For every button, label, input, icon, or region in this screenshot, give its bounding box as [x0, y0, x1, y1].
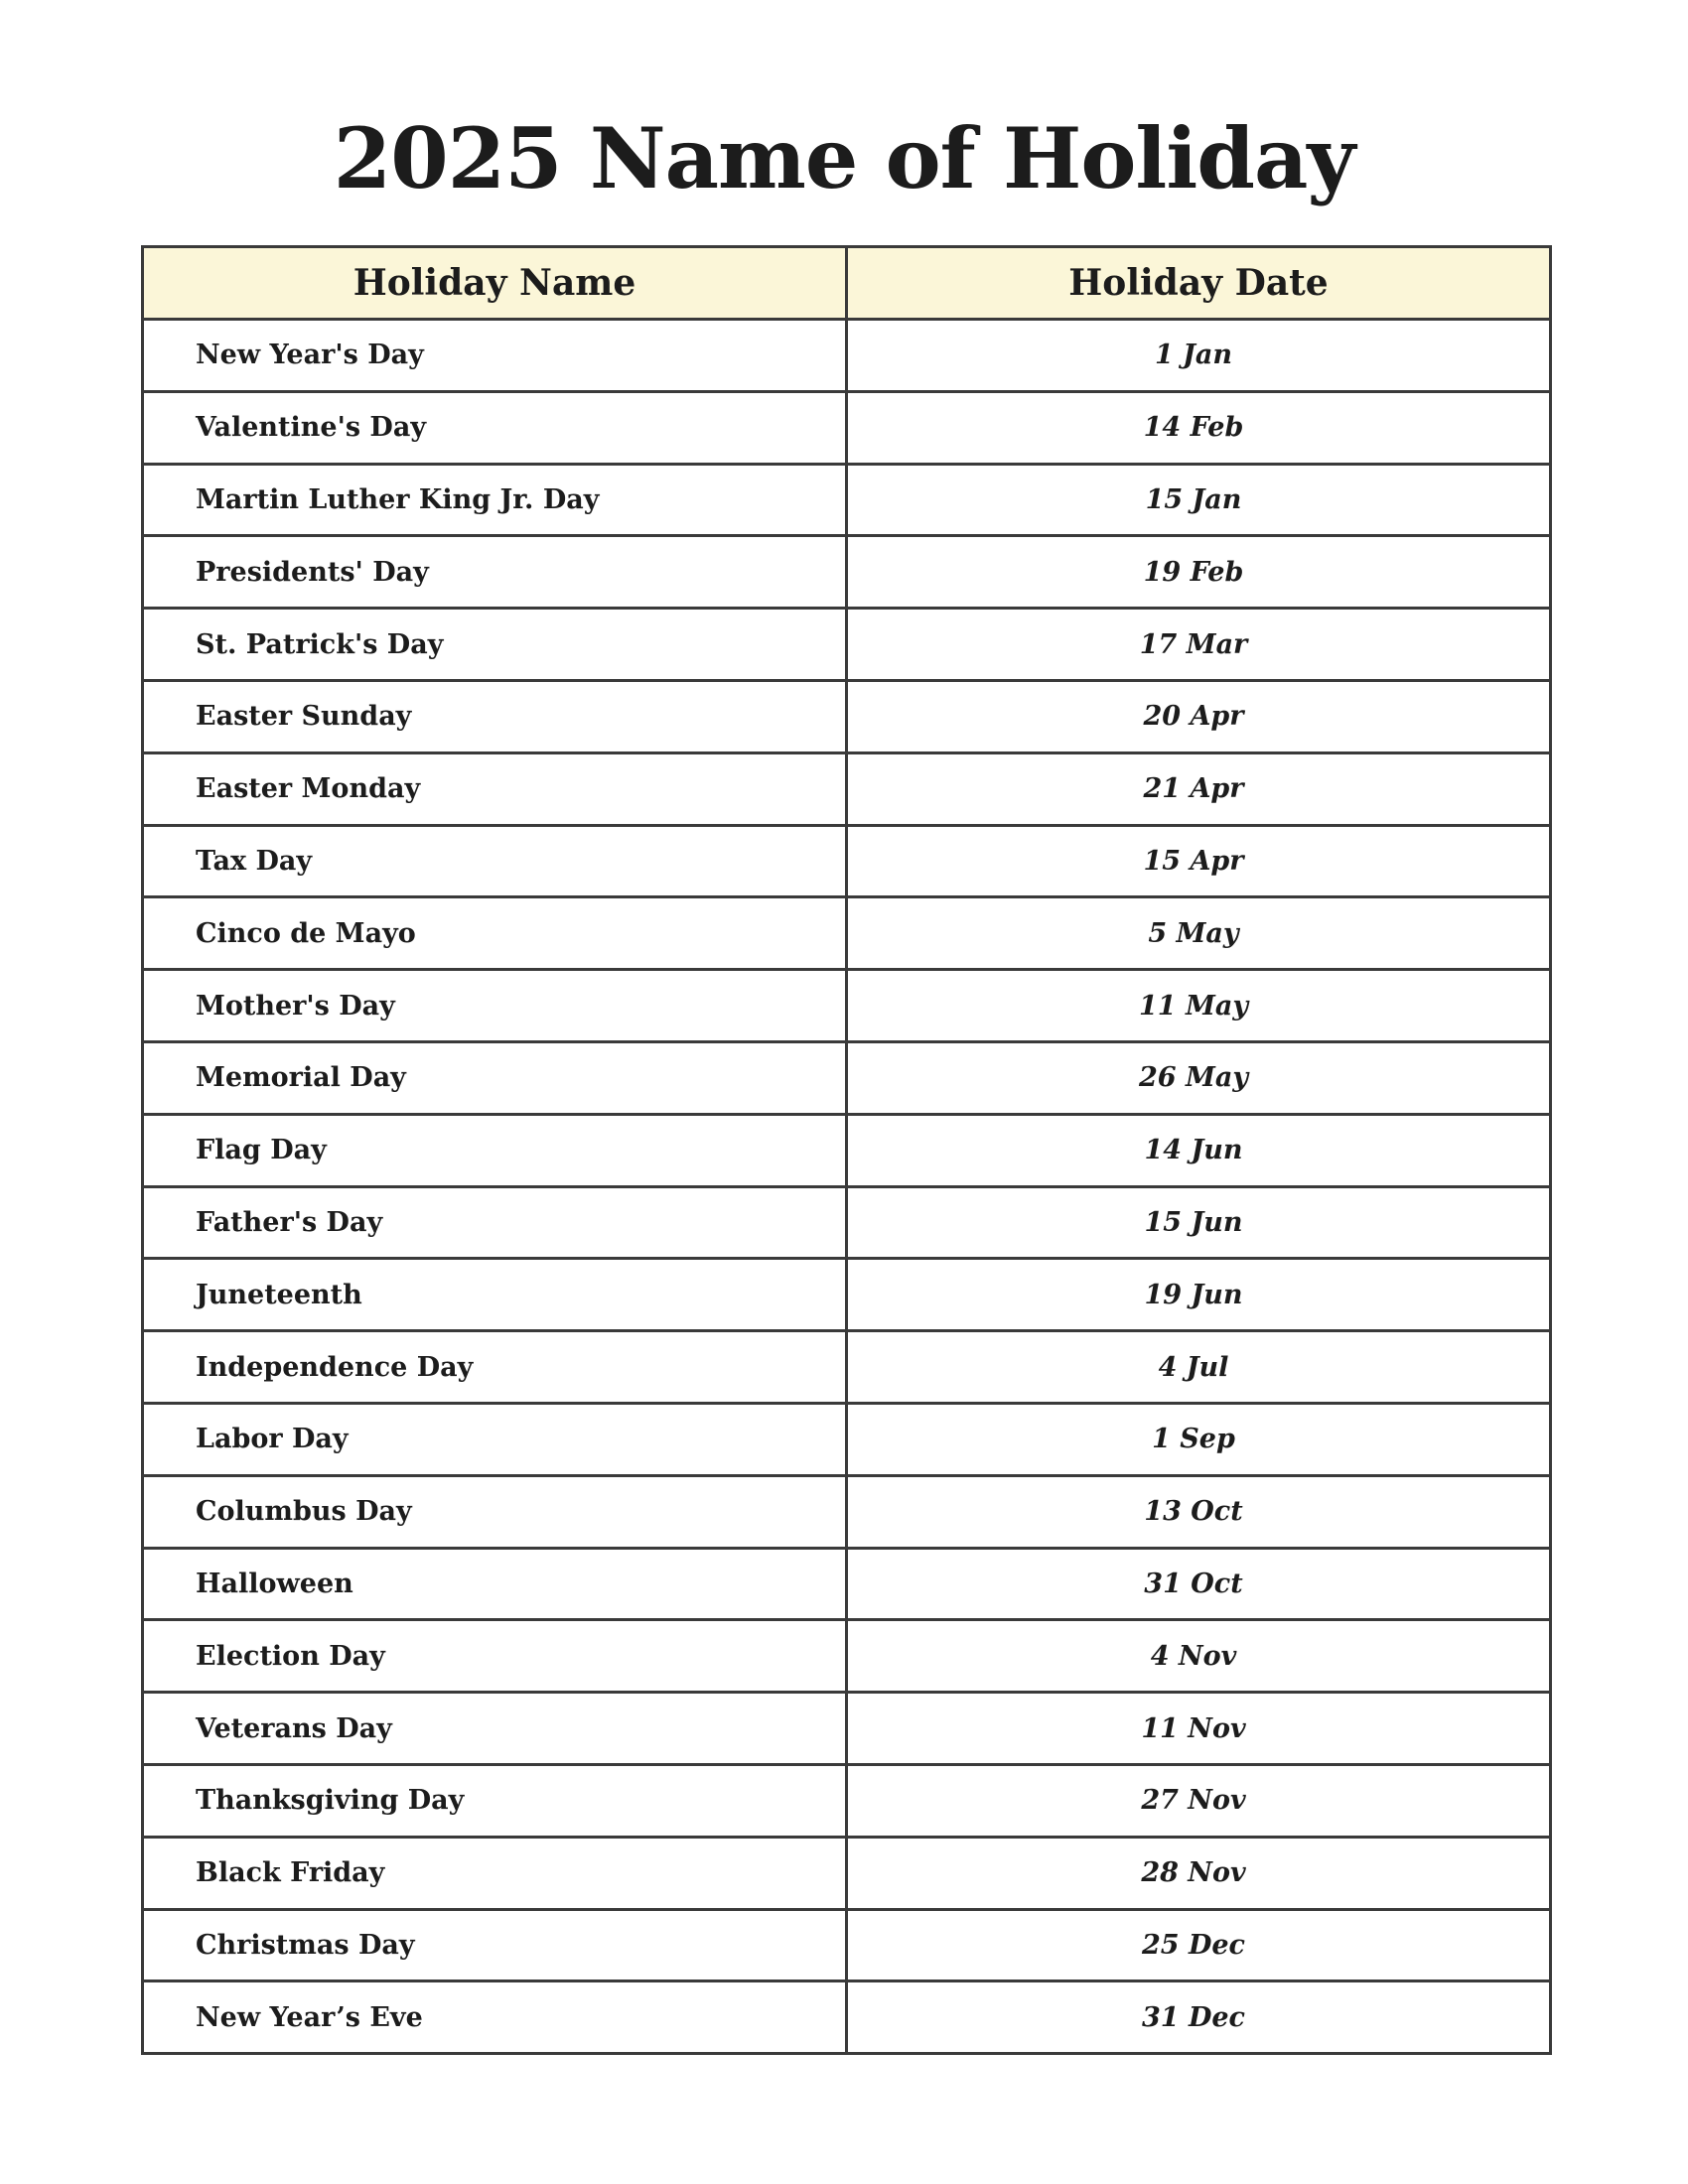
holiday-name-cell: Mother's Day — [143, 970, 847, 1042]
holiday-name-cell: Tax Day — [143, 825, 847, 897]
holiday-name-cell: Cinco de Mayo — [143, 897, 847, 970]
table-row — [143, 320, 1551, 392]
holiday-date-cell: 15 Jun — [847, 1186, 1551, 1259]
holiday-name-cell: Juneteenth — [143, 1259, 847, 1331]
column-header-holiday-date: Holiday Date — [847, 247, 1551, 320]
holiday-date-cell: 5 May — [847, 897, 1551, 970]
table-row — [143, 609, 1551, 681]
holiday-name-cell: Columbus Day — [143, 1475, 847, 1548]
holiday-date-cell: 20 Apr — [847, 680, 1551, 752]
holiday-name-cell: Halloween — [143, 1548, 847, 1620]
holiday-date-cell: 15 Jan — [847, 464, 1551, 536]
holiday-date-cell: 1 Sep — [847, 1403, 1551, 1475]
holiday-name-cell: Memorial Day — [143, 1041, 847, 1114]
table-row — [143, 1331, 1551, 1404]
holiday-date-cell: 14 Jun — [847, 1114, 1551, 1186]
holiday-date-cell: 27 Nov — [847, 1764, 1551, 1837]
table-row — [143, 1548, 1551, 1620]
table-row — [143, 680, 1551, 752]
holiday-date-cell: 11 May — [847, 970, 1551, 1042]
table-row — [143, 1693, 1551, 1765]
table-row — [143, 391, 1551, 464]
table-row — [143, 1981, 1551, 2054]
page-title: 2025 Name of Holiday — [333, 109, 1355, 207]
holiday-name-cell: Black Friday — [143, 1837, 847, 1909]
holiday-name-cell: Easter Monday — [143, 752, 847, 825]
table-row — [143, 825, 1551, 897]
table-row — [143, 1403, 1551, 1475]
holiday-name-cell: Election Day — [143, 1620, 847, 1693]
table-row — [143, 1909, 1551, 1981]
holiday-name-cell: Valentine's Day — [143, 391, 847, 464]
holiday-name-cell: Father's Day — [143, 1186, 847, 1259]
holiday-name-cell: Easter Sunday — [143, 680, 847, 752]
table-row — [143, 897, 1551, 970]
holiday-date-cell: 15 Apr — [847, 825, 1551, 897]
holiday-table — [141, 245, 1552, 2055]
table-row — [143, 1837, 1551, 1909]
holiday-name-cell: Flag Day — [143, 1114, 847, 1186]
holiday-date-cell: 28 Nov — [847, 1837, 1551, 1909]
holiday-date-cell: 19 Jun — [847, 1259, 1551, 1331]
holiday-date-cell: 14 Feb — [847, 391, 1551, 464]
table-body — [143, 320, 1551, 2054]
holiday-date-cell: 25 Dec — [847, 1909, 1551, 1981]
holiday-date-cell: 13 Oct — [847, 1475, 1551, 1548]
holiday-name-cell: New Year's Day — [143, 320, 847, 392]
holiday-name-cell: Labor Day — [143, 1403, 847, 1475]
holiday-name-cell: Christmas Day — [143, 1909, 847, 1981]
holiday-date-cell: 4 Jul — [847, 1331, 1551, 1404]
holiday-name-cell: St. Patrick's Day — [143, 609, 847, 681]
holiday-date-cell: 21 Apr — [847, 752, 1551, 825]
table-row — [143, 1259, 1551, 1331]
table-row — [143, 1114, 1551, 1186]
holiday-name-cell: New Year’s Eve — [143, 1981, 847, 2054]
table-row — [143, 1764, 1551, 1837]
holiday-name-cell: Martin Luther King Jr. Day — [143, 464, 847, 536]
table-row — [143, 970, 1551, 1042]
holiday-date-cell: 31 Dec — [847, 1981, 1551, 2054]
table-row — [143, 536, 1551, 609]
holiday-date-cell: 17 Mar — [847, 609, 1551, 681]
holiday-name-cell: Veterans Day — [143, 1693, 847, 1765]
table-row — [143, 1186, 1551, 1259]
holiday-date-cell: 26 May — [847, 1041, 1551, 1114]
table-row — [143, 1475, 1551, 1548]
holiday-name-cell: Independence Day — [143, 1331, 847, 1404]
table-row — [143, 1041, 1551, 1114]
table-row — [143, 1620, 1551, 1693]
holiday-name-cell: Thanksgiving Day — [143, 1764, 847, 1837]
holiday-date-cell: 4 Nov — [847, 1620, 1551, 1693]
holiday-date-cell: 19 Feb — [847, 536, 1551, 609]
holiday-name-cell: Presidents' Day — [143, 536, 847, 609]
table-header — [143, 247, 1551, 320]
holiday-date-cell: 11 Nov — [847, 1693, 1551, 1765]
holiday-date-cell: 1 Jan — [847, 320, 1551, 392]
column-header-holiday-name: Holiday Name — [143, 247, 847, 320]
header-row — [143, 247, 1551, 320]
table-row — [143, 752, 1551, 825]
holiday-date-cell: 31 Oct — [847, 1548, 1551, 1620]
table-row — [143, 464, 1551, 536]
